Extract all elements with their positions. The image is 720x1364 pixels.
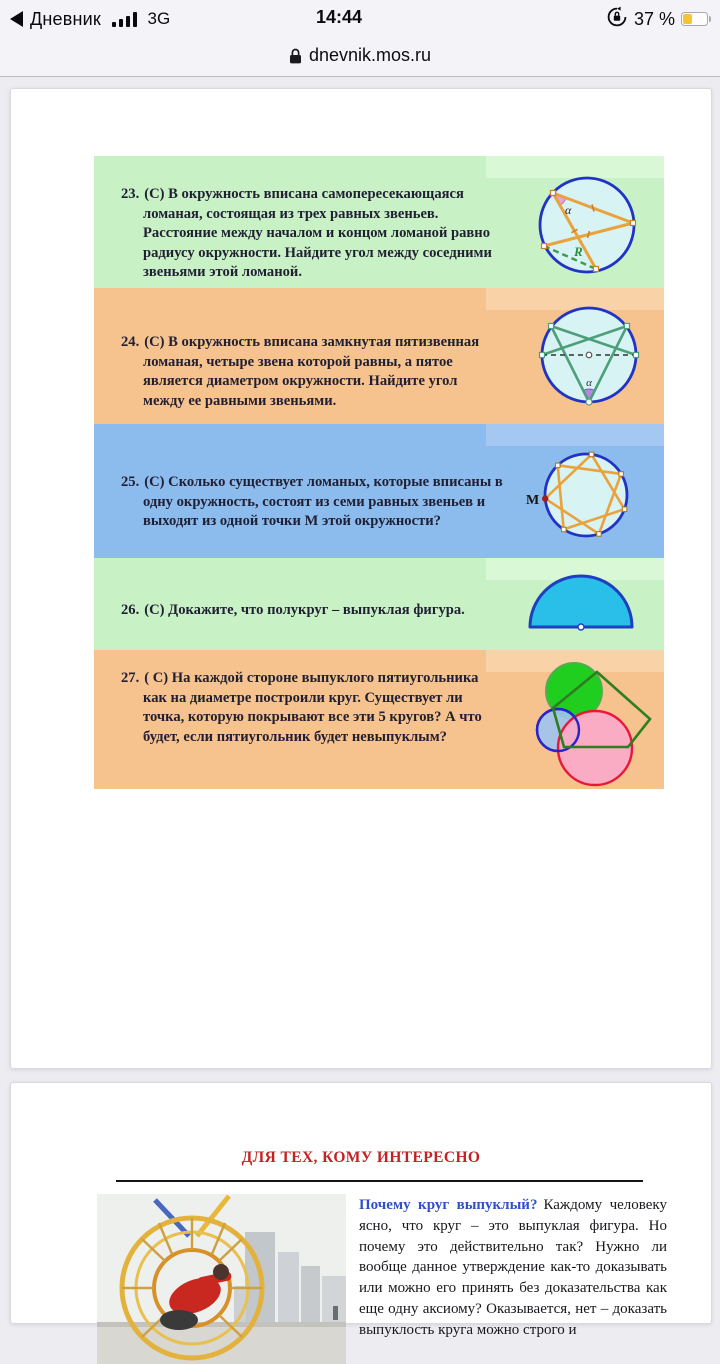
radius-label: R [574, 244, 583, 259]
problem-number: 26. [121, 602, 140, 618]
browser-chrome [0, 0, 720, 77]
angle-label: α [565, 203, 572, 217]
problem-number: 27. [121, 670, 140, 686]
https-lock-icon [289, 48, 302, 64]
problem-row-26 [94, 558, 664, 650]
problem-row-23 [94, 156, 664, 288]
rotation-lock-icon [606, 6, 628, 33]
status-bar [0, 0, 720, 36]
problem-row-25 [94, 424, 664, 558]
problem-text: 23. (С) В окружность вписана самопересекающаяся ломаная, состоящая из трех равных звеньев. Расстояние между началом и концом ломаной равно радиусу окружности. Найдите угол между соседними звеньями этой ломаной. [121, 186, 492, 280]
section-heading: ДЛЯ ТЕХ, КОМУ ИНТЕРЕСНО [241, 1149, 481, 1166]
article-body: Каждому человеку ясно, что круг – это выпуклая фигура. Но почему это действительно так? Нужно ли вообще данное утверждение как-то доказывать или можно его принять без доказательства как еще одну аксиому? Оказывается, нет – доказать выпуклость круга можно строго и [359, 1197, 667, 1338]
problem-text: 26. (С) Докажите, что полукруг – выпуклая фигура. [121, 602, 465, 618]
document-page-1 [10, 88, 712, 1069]
address-bar[interactable] [0, 36, 720, 75]
article-lead: Почему круг выпуклый? [359, 1197, 538, 1213]
problem-number: 24. [121, 334, 140, 350]
problem-number: 25. [121, 474, 140, 490]
row-corner-strip [486, 424, 664, 446]
figure-seven-link-star [514, 451, 654, 546]
problem-text: 25. (С) Сколько существует ломаных, которые вписаны в одну окружность, состоят из семи равных звеньев и выходят из одной точки М этой окружности? [121, 474, 503, 529]
back-app-label: Дневник [30, 8, 101, 29]
battery-percent-label: 37 % [633, 8, 675, 29]
carrier-label: 3G [147, 9, 171, 28]
battery-icon [681, 12, 708, 26]
clock-label: 14:44 [315, 7, 363, 27]
url-domain-label: dnevnik.mos.ru [308, 45, 432, 65]
figure-pentagon-with-circles [531, 656, 661, 789]
problem-number: 23. [121, 186, 140, 202]
problem-text: 27. ( С) На каждой стороне выпуклого пятиугольника как на диаметре построили круг. Существует ли точка, которую покрывают все эти 5 кругов? А что будет, если пятиугольник будет невыпуклым? [121, 670, 482, 745]
problem-row-27 [94, 650, 664, 789]
status-right-group [606, 6, 708, 32]
row-corner-strip [486, 156, 664, 178]
problems-table [94, 156, 664, 789]
point-m-label: М [526, 493, 540, 508]
wheel-photo [97, 1194, 346, 1364]
figure-semicircle [525, 571, 640, 635]
article-paragraph [359, 1195, 667, 1341]
section-divider [116, 1180, 643, 1182]
figure-polyline-in-circle [531, 176, 646, 276]
document-page-2 [10, 1082, 712, 1338]
angle-label: α [586, 377, 592, 389]
problem-text: 24. (С) В окружность вписана замкнутая пятизвенная ломаная, четыре звена которой равны, а пятое является диаметром окружности. Найдите угол между ее равными звеньями. [121, 334, 480, 409]
problem-row-24 [94, 288, 664, 424]
figure-five-link-polyline [534, 306, 649, 408]
